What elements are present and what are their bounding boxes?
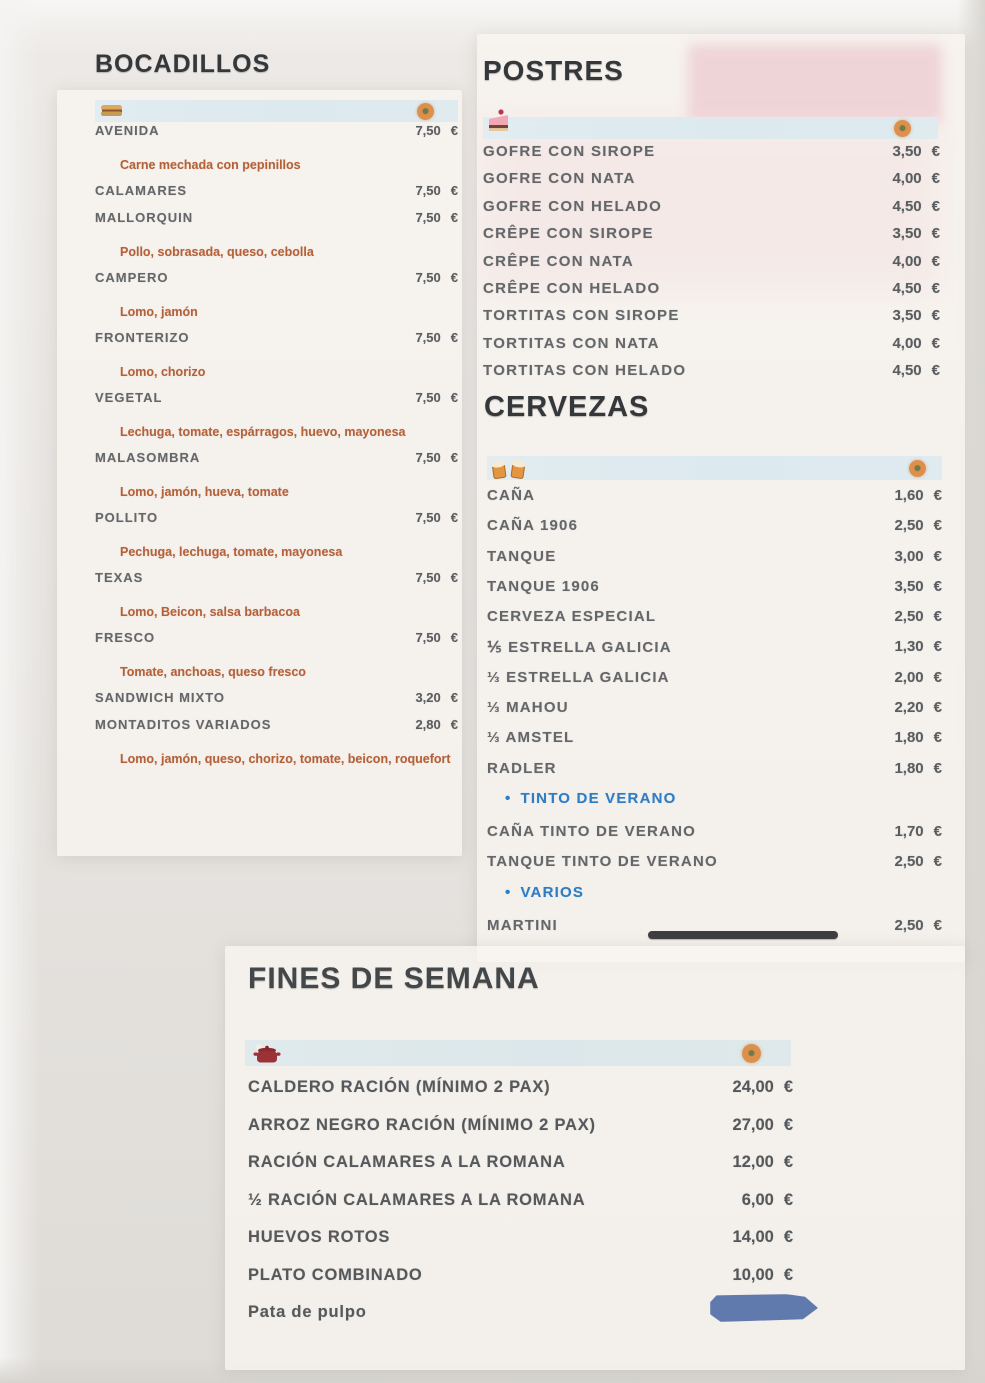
section-title-bocadillos: BOCADILLOS xyxy=(95,50,271,78)
item-price xyxy=(733,1116,793,1135)
menu-item-row xyxy=(95,630,458,657)
price-value: 2,80 xyxy=(415,717,441,732)
price-value: 12,00 xyxy=(732,1153,774,1171)
item-price xyxy=(415,570,458,585)
item-price xyxy=(894,917,942,934)
currency-symbol: € xyxy=(783,1115,793,1134)
section-title-fines-de-semana: FINES DE SEMANA xyxy=(248,962,540,995)
item-price xyxy=(892,253,940,270)
menu-item-row xyxy=(487,853,942,883)
item-name: Pata de pulpo xyxy=(248,1303,367,1321)
bocadillos-list xyxy=(95,123,458,777)
currency-symbol: € xyxy=(783,1228,793,1246)
item-price xyxy=(894,548,942,565)
item-name: GOFRE CON HELADO xyxy=(483,197,663,215)
item-price xyxy=(892,198,940,215)
currency-symbol: € xyxy=(450,123,458,138)
price-value: 2,50 xyxy=(894,517,924,535)
item-name: FRESCO xyxy=(95,630,156,645)
item-price xyxy=(733,1266,793,1285)
menu-item-row xyxy=(248,1153,793,1191)
currency-symbol: € xyxy=(783,1153,793,1171)
item-name: SANDWICH MIXTO xyxy=(95,690,226,705)
item-price xyxy=(892,225,940,242)
menu-item-row xyxy=(487,823,942,853)
item-name: ARROZ NEGRO RACIÓN (MÍNIMO 2 PAX) xyxy=(248,1115,596,1134)
currency-symbol: € xyxy=(450,270,458,285)
currency-symbol: € xyxy=(931,279,940,297)
item-price xyxy=(894,608,942,625)
price-value: 24,00 xyxy=(732,1078,774,1096)
item-name: CRÊPE CON SIROPE xyxy=(483,225,654,243)
currency-symbol: € xyxy=(933,547,942,565)
price-value: 7,50 xyxy=(415,270,441,285)
item-description: Tomate, anchoas, queso fresco xyxy=(120,665,306,679)
price-value: 4,00 xyxy=(892,252,922,270)
item-price xyxy=(742,1191,793,1210)
item-name: CAÑA TINTO DE VERANO xyxy=(487,822,697,840)
price-value: 7,50 xyxy=(415,630,441,645)
price-value: 4,50 xyxy=(892,197,922,215)
currency-symbol: € xyxy=(933,759,942,777)
menu-item-row xyxy=(248,1303,793,1341)
menu-item-row xyxy=(487,638,942,668)
menu-item-row xyxy=(95,183,458,210)
price-value: 7,50 xyxy=(415,183,441,198)
currency-symbol: € xyxy=(450,717,458,732)
menu-item-row xyxy=(487,548,942,578)
currency-symbol: € xyxy=(450,330,458,345)
item-price xyxy=(892,143,940,160)
price-value: 3,50 xyxy=(892,307,922,325)
cake-icon xyxy=(486,108,511,136)
price-value: 3,50 xyxy=(892,225,922,243)
currency-symbol: € xyxy=(933,822,942,840)
fines-de-semana-header-bar xyxy=(245,1040,791,1066)
item-name: CRÊPE CON HELADO xyxy=(483,279,661,297)
price-value: 2,50 xyxy=(894,853,924,871)
item-name: CAÑA 1906 xyxy=(487,517,579,535)
price-value: 1,80 xyxy=(894,759,924,777)
item-price xyxy=(415,210,458,225)
item-description: Lomo, chorizo xyxy=(120,365,206,379)
price-value: 1,60 xyxy=(894,487,924,504)
sandwich-icon xyxy=(100,102,124,119)
item-name: RADLER xyxy=(487,759,557,777)
currency-symbol: € xyxy=(931,362,940,380)
price-value: 4,50 xyxy=(892,362,922,380)
item-price xyxy=(415,450,458,465)
item-name: CERVEZA ESPECIAL xyxy=(487,608,657,626)
price-value: 1,80 xyxy=(894,729,924,747)
item-name: TORTITAS CON NATA xyxy=(483,334,660,352)
item-description: Pollo, sobrasada, queso, cebolla xyxy=(120,245,314,259)
item-description: Pechuga, lechuga, tomate, mayonesa xyxy=(120,545,343,559)
subsection-label: VARIOS xyxy=(520,883,585,901)
item-name: TORTITAS CON HELADO xyxy=(483,362,687,380)
menu-item-row xyxy=(95,390,458,417)
price-value: 4,00 xyxy=(892,334,922,352)
beer-mugs-icon xyxy=(491,458,527,481)
item-price xyxy=(892,170,940,187)
item-price xyxy=(415,330,458,345)
currency-symbol: € xyxy=(933,638,942,656)
item-name: CAÑA xyxy=(487,487,536,504)
subsection-label: TINTO DE VERANO xyxy=(520,789,677,807)
item-description: Lomo, jamón xyxy=(120,305,198,319)
item-price xyxy=(892,280,940,297)
menu-item-row xyxy=(95,210,458,237)
item-name: TANQUE 1906 xyxy=(487,577,600,595)
price-value: 1,30 xyxy=(894,638,924,656)
price-value: 2,50 xyxy=(894,916,924,934)
menu-item-row xyxy=(483,170,940,197)
menu-item-row xyxy=(248,1191,793,1229)
menu-item-row xyxy=(483,253,940,280)
menu-item-row xyxy=(487,699,942,729)
item-price xyxy=(894,823,942,840)
item-description: Carne mechada con pepinillos xyxy=(120,158,301,172)
item-name: RACIÓN CALAMARES A LA ROMANA xyxy=(248,1153,566,1171)
item-price xyxy=(892,362,940,379)
item-price xyxy=(415,717,458,732)
item-price xyxy=(892,335,940,352)
item-name: FRONTERIZO xyxy=(95,330,190,345)
price-value: 3,50 xyxy=(894,577,924,595)
item-price xyxy=(894,760,942,777)
currency-symbol: € xyxy=(450,630,458,645)
item-price xyxy=(415,390,458,405)
item-price xyxy=(415,510,458,525)
currency-symbol: € xyxy=(933,916,942,934)
currency-symbol: € xyxy=(931,252,940,270)
coin-icon xyxy=(909,460,926,477)
item-name: MONTADITOS VARIADOS xyxy=(95,717,272,732)
item-description: Lomo, jamón, queso, chorizo, tomate, beicon, roquefort xyxy=(120,752,451,766)
currency-symbol: € xyxy=(933,729,942,747)
price-value: 3,20 xyxy=(415,690,441,705)
menu-item-row xyxy=(487,517,942,547)
menu-item-row xyxy=(487,578,942,608)
currency-symbol: € xyxy=(933,517,942,535)
item-name: CALDERO RACIÓN (MÍNIMO 2 PAX) xyxy=(248,1078,551,1096)
menu-item-row xyxy=(95,717,458,744)
menu-item-row xyxy=(487,669,942,699)
price-value: 7,50 xyxy=(415,330,441,345)
section-title-postres: POSTRES xyxy=(483,55,624,86)
item-name: PLATO COMBINADO xyxy=(248,1265,423,1284)
item-name: TEXAS xyxy=(95,570,144,585)
price-value: 7,50 xyxy=(415,123,441,138)
item-name: MALASOMBRA xyxy=(95,450,201,465)
item-name: CRÊPE CON NATA xyxy=(483,252,634,270)
menu-item-row xyxy=(95,330,458,357)
menu-item-row xyxy=(95,570,458,597)
item-price xyxy=(894,669,942,686)
currency-symbol: € xyxy=(931,170,940,188)
coin-icon xyxy=(894,120,911,137)
price-value: 4,50 xyxy=(892,279,922,297)
currency-symbol: € xyxy=(783,1265,793,1284)
price-value: 7,50 xyxy=(415,570,441,585)
price-value: 27,00 xyxy=(732,1115,774,1134)
currency-symbol: € xyxy=(931,307,940,325)
currency-symbol: € xyxy=(931,143,940,160)
bullet-icon: • xyxy=(505,883,512,901)
menu-item-row xyxy=(95,510,458,537)
item-name: CALAMARES xyxy=(95,183,188,198)
item-price xyxy=(415,630,458,645)
menu-item-row xyxy=(483,307,940,334)
menu-item-row xyxy=(483,143,940,170)
item-price xyxy=(415,183,458,198)
price-value: 2,00 xyxy=(894,668,924,686)
currency-symbol: € xyxy=(450,570,458,585)
menu-item-row xyxy=(95,450,458,477)
item-price xyxy=(733,1078,793,1097)
item-price xyxy=(894,729,942,746)
price-value: 7,50 xyxy=(415,210,441,225)
price-value: 3,50 xyxy=(892,143,922,160)
price-value: 3,00 xyxy=(894,547,924,565)
menu-item-row xyxy=(487,917,942,947)
price-value: 2,50 xyxy=(894,608,924,626)
currency-symbol: € xyxy=(450,390,458,405)
item-name: TORTITAS CON SIROPE xyxy=(483,307,680,325)
currency-symbol: € xyxy=(450,690,458,705)
black-marker-line xyxy=(648,931,838,939)
price-value: 7,50 xyxy=(415,450,441,465)
currency-symbol: € xyxy=(931,334,940,352)
menu-item-row xyxy=(95,123,458,150)
currency-symbol: € xyxy=(783,1078,793,1096)
currency-symbol: € xyxy=(933,577,942,595)
item-name: ½ RACIÓN CALAMARES A LA ROMANA xyxy=(248,1190,586,1209)
menu-item-row xyxy=(248,1266,793,1304)
item-name: TANQUE xyxy=(487,547,557,565)
item-name: VEGETAL xyxy=(95,390,163,405)
menu-item-row xyxy=(483,198,940,225)
menu-item-row xyxy=(487,760,942,790)
menu-item-row xyxy=(483,225,940,252)
item-price xyxy=(894,487,942,504)
item-name: ⅕ ESTRELLA GALICIA xyxy=(487,639,672,657)
item-description: Lomo, Beicon, salsa barbacoa xyxy=(120,605,300,619)
blue-pen-scribble xyxy=(710,1294,818,1322)
item-name: ⅓ ESTRELLA GALICIA xyxy=(487,668,670,686)
price-value: 4,00 xyxy=(892,170,922,188)
item-name: MARTINI xyxy=(487,916,558,934)
section-title-cervezas: CERVEZAS xyxy=(484,391,650,423)
item-name: TANQUE TINTO DE VERANO xyxy=(487,853,718,871)
menu-item-row xyxy=(248,1116,793,1154)
menu-item-row xyxy=(248,1228,793,1266)
item-price xyxy=(415,123,458,138)
currency-symbol: € xyxy=(933,853,942,871)
bocadillos-header-bar xyxy=(95,100,458,122)
menu-item-row xyxy=(483,362,940,389)
item-price xyxy=(894,699,942,716)
item-name: GOFRE CON NATA xyxy=(483,170,636,188)
menu-item-row xyxy=(487,729,942,759)
item-name: ⅓ MAHOU xyxy=(487,699,569,717)
price-value: 7,50 xyxy=(415,390,441,405)
item-price xyxy=(894,853,942,870)
cervezas-header-bar xyxy=(487,456,942,480)
currency-symbol: € xyxy=(450,510,458,525)
cervezas-list xyxy=(487,487,942,947)
item-price xyxy=(733,1228,793,1247)
price-value: 10,00 xyxy=(732,1265,774,1284)
menu-item-row xyxy=(95,690,458,717)
currency-symbol: € xyxy=(450,210,458,225)
item-name: HUEVOS ROTOS xyxy=(248,1228,391,1246)
item-description: Lomo, jamón, hueva, tomate xyxy=(120,485,289,499)
item-price xyxy=(894,578,942,595)
item-name: AVENIDA xyxy=(95,123,160,138)
menu-item-row xyxy=(487,487,942,517)
currency-symbol: € xyxy=(933,699,942,717)
menu-item-row xyxy=(248,1078,793,1116)
item-name: POLLITO xyxy=(95,510,159,525)
currency-symbol: € xyxy=(931,197,940,215)
photo-left-edge xyxy=(0,0,40,1383)
postres-header-bar xyxy=(483,117,938,139)
coin-icon xyxy=(742,1044,761,1063)
pink-stain xyxy=(688,44,942,124)
price-value: 7,50 xyxy=(415,510,441,525)
currency-symbol: € xyxy=(933,668,942,686)
currency-symbol: € xyxy=(933,487,942,504)
subsection-header xyxy=(487,884,942,917)
item-name: ⅓ AMSTEL xyxy=(487,729,575,747)
item-price xyxy=(415,690,458,705)
item-price xyxy=(892,307,940,324)
pot-icon xyxy=(253,1043,281,1066)
price-value: 2,20 xyxy=(894,699,924,717)
price-value: 1,70 xyxy=(894,822,924,840)
currency-symbol: € xyxy=(931,225,940,243)
menu-item-row xyxy=(483,335,940,362)
price-value: 6,00 xyxy=(741,1190,774,1209)
currency-symbol: € xyxy=(783,1190,793,1209)
item-description: Lechuga, tomate, espárragos, huevo, mayonesa xyxy=(120,425,406,439)
currency-symbol: € xyxy=(450,183,458,198)
item-name: MALLORQUIN xyxy=(95,210,194,225)
menu-item-row xyxy=(95,270,458,297)
subsection-header xyxy=(487,790,942,823)
item-price xyxy=(733,1153,793,1172)
item-name: CAMPERO xyxy=(95,270,169,285)
currency-symbol: € xyxy=(450,450,458,465)
currency-symbol: € xyxy=(933,608,942,626)
menu-item-row xyxy=(483,280,940,307)
item-price xyxy=(894,517,942,534)
item-price xyxy=(415,270,458,285)
coin-icon xyxy=(417,103,434,120)
price-value: 14,00 xyxy=(732,1228,774,1246)
fines-de-semana-list xyxy=(248,1078,793,1341)
menu-item-row xyxy=(487,608,942,638)
item-price xyxy=(894,638,942,655)
postres-list xyxy=(483,143,940,390)
item-name: GOFRE CON SIROPE xyxy=(483,143,656,160)
bullet-icon: • xyxy=(505,789,512,807)
